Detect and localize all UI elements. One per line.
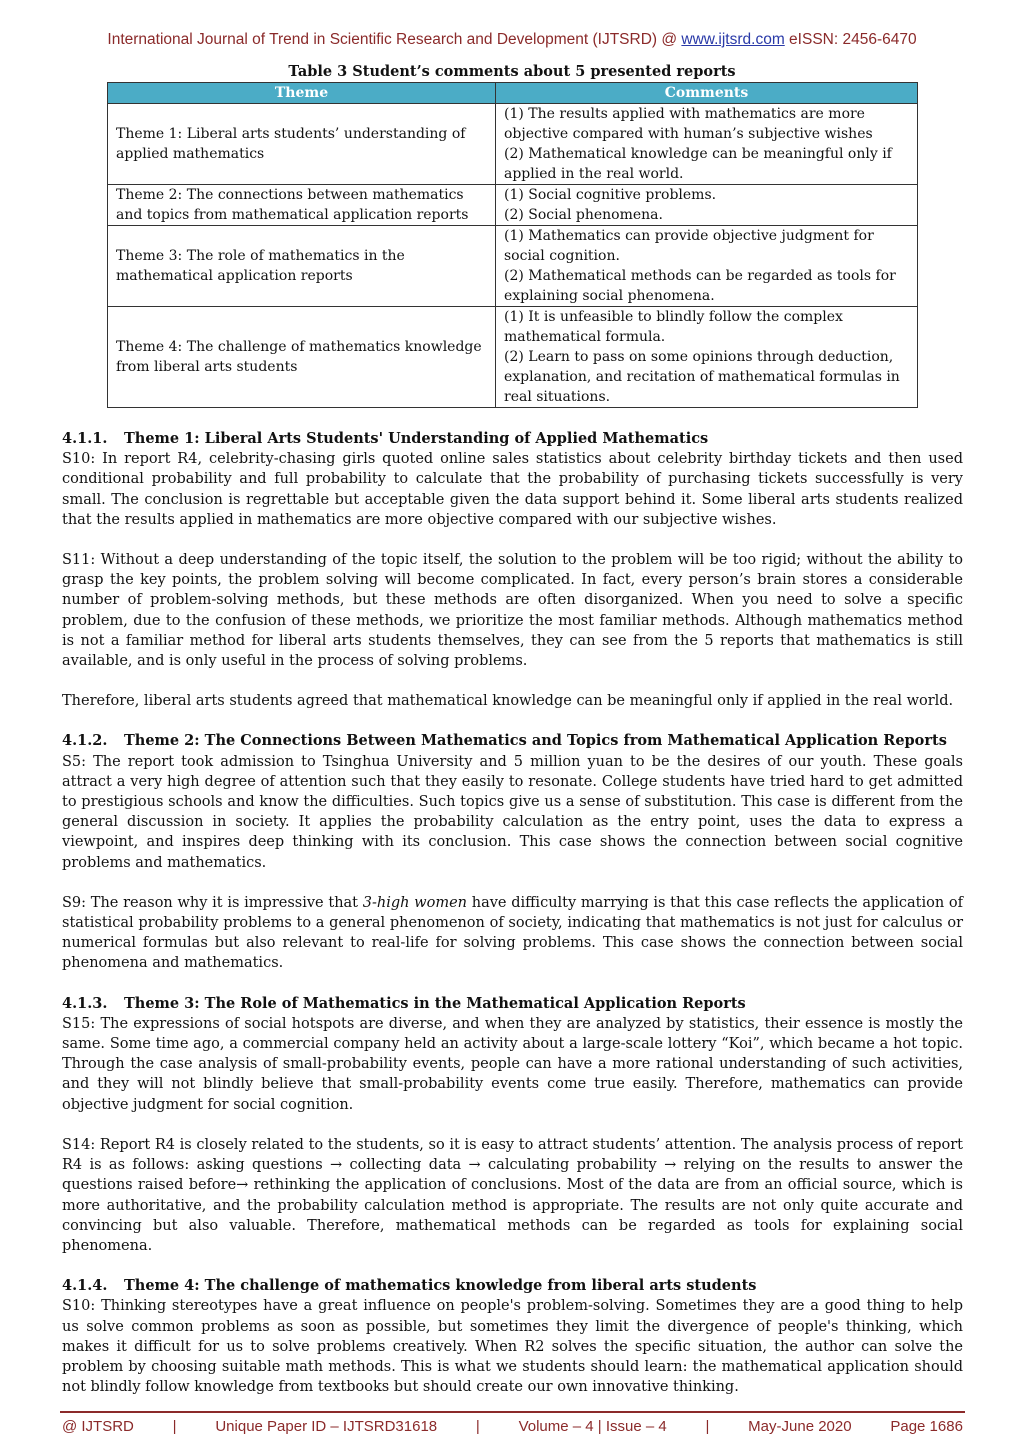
comments-cell (496, 185, 918, 226)
section-number: 4.1.4. (62, 1277, 108, 1295)
section-title: Theme 1: Liberal Arts Students' Understanding of Applied Mathematics (124, 430, 709, 447)
section-heading (62, 1276, 963, 1296)
theme-cell: Theme 3: The role of mathematics in the mathematical application reports (108, 226, 496, 307)
section-number: 4.1.1. (62, 430, 108, 447)
article-body (62, 429, 963, 1397)
comments-cell (496, 104, 918, 185)
header-suffix: eISSN: 2456-6470 (784, 31, 917, 48)
paragraph: S15: The expressions of social hotspots are diverse, and when they are analyzed by statistics, their essence is mostly the same. Some time ago, a commercial company held an activity about a large-scale lottery “Koi”, which became a hot topic. Through the case analysis of small-probability events, people can have a more rational understanding of such activities, and they will not blindly believe that small-probability events come true easily. Therefore, mathematics can provide objective judgment for social cognition. (62, 1015, 963, 1113)
footer-separator: | (172, 1418, 177, 1435)
footer-journal: @ IJTSRD (62, 1418, 134, 1435)
theme-cell: Theme 1: Liberal arts students’ understanding of applied mathematics (108, 104, 496, 185)
comment-item: (1) Mathematics can provide objective judgment for social cognition. (504, 228, 874, 264)
footer-separator: | (705, 1418, 710, 1435)
section-number: 4.1.3. (62, 994, 108, 1012)
section-title: Theme 4: The challenge of mathematics knowledge from liberal arts students (124, 1277, 757, 1295)
comment-item: (2) Mathematical methods can be regarded as tools for explaining social phenomena. (504, 268, 896, 304)
paragraph-text: have difficulty marrying is that this case reflects the application of statistical probability problems to a general phenomenon of society, indicating that mathematics is not just for calculus or numerical formulas but also relevant to real-life for solving problems. This case shows the connection between social phenomena and mathematics. (62, 894, 963, 972)
paragraph: S14: Report R4 is closely related to the students, so it is easy to attract students’ attention. The analysis process of report R4 is as follows: asking questions → collecting data → calculating probability → relying on the results to answer the questions raised before→ rethinking the application of conclusions. Most of the data are from an official source, which is more authoritative, and the probability calculation method is appropriate. The results are not only quite accurate and convincing but also valuable. Therefore, mathematical methods can be regarded as tools for explaining social phenomena. (62, 1136, 963, 1254)
theme-column-header: Theme (108, 83, 496, 104)
table-header-row (108, 83, 918, 104)
section-heading (62, 994, 963, 1014)
footer-page: Page 1686 (890, 1418, 963, 1435)
comment-item: (1) It is unfeasible to blindly follow the complex mathematical formula. (504, 309, 843, 345)
paragraph: S10: Thinking stereotypes have a great influence on people's problem-solving. Sometimes they are a good thing to help us solve common problems as soon as possible, but sometimes they limit the divergence of people's thinking, which makes it difficult for us to solve problems creatively. When R2 solves the specific situation, the author can solve the problem by choosing suitable math methods. This is what we students should learn: the mathematical application should not blindly follow knowledge from textbooks but should create our own innovative thinking. (62, 1298, 963, 1396)
comment-item: (1) Social cognitive problems. (504, 187, 717, 203)
comments-cell (496, 226, 918, 307)
comment-item: (2) Learn to pass on some opinions through deduction, explanation, and recitation of mathematical formulas in real situations. (504, 349, 900, 405)
journal-link[interactable]: www.ijtsrd.com (681, 31, 785, 48)
comment-item: (1) The results applied with mathematics are more objective compared with human’s subjective wishes (504, 106, 873, 142)
paragraph (62, 893, 963, 974)
theme-cell: Theme 4: The challenge of mathematics knowledge from liberal arts students (108, 307, 496, 408)
page-footer (62, 1418, 963, 1435)
section-number: 4.1.2. (62, 732, 108, 750)
section-title: Theme 2: The Connections Between Mathematics and Topics from Mathematical Application Reports (124, 732, 947, 750)
comments-column-header: Comments (496, 83, 918, 104)
paragraph: S11: Without a deep understanding of the topic itself, the solution to the problem will be too rigid; without the ability to grasp the key points, the problem solving will become complicated. In fact, every person’s brain stores a considerable number of problem-solving methods, but these methods are often disorganized. When you need to solve a specific problem, due to the confusion of these methods, we prioritize the most familiar methods. Although mathematics method is not a familiar method for liberal arts students themselves, they can see from the 5 reports that mathematics is still available, and is only useful in the process of solving problems. (62, 552, 963, 670)
footer-separator: | (475, 1418, 480, 1435)
table-row (108, 226, 918, 307)
italic-term: 3-high women (362, 894, 467, 911)
header-prefix: International Journal of Trend in Scientific Research and Development (IJTSRD) @ (107, 31, 682, 48)
table-row (108, 185, 918, 226)
footer-paper-id: Unique Paper ID – IJTSRD31618 (215, 1418, 438, 1435)
paragraph-text: S9: The reason why it is impressive that (62, 894, 363, 911)
paragraph: S5: The report took admission to Tsinghua University and 5 million yuan to be the desires of our youth. These goals attract a very high degree of attention such that they easily to resonate. College students have tried hard to get admitted to prestigious schools and know the difficulties. Such topics give us a sense of substitution. This case is different from the general discussion in society. It applies the probability calculation as the entry point, uses the data to express a viewpoint, and inspires deep thinking with its conclusion. This case shows the connection between social cognitive problems and mathematics. (62, 753, 963, 871)
comment-item: (2) Social phenomena. (504, 207, 663, 223)
footer-divider (60, 1411, 965, 1413)
table-row (108, 307, 918, 408)
comments-cell (496, 307, 918, 408)
table-row (108, 104, 918, 185)
paragraph: Therefore, liberal arts students agreed that mathematical knowledge can be meaningful only if applied in the real world. (62, 693, 954, 710)
section-heading (62, 429, 963, 449)
section-heading (62, 731, 963, 751)
comment-item: (2) Mathematical knowledge can be meaningful only if applied in the real world. (504, 146, 892, 182)
comments-table (107, 82, 918, 408)
footer-date: May-June 2020 (748, 1418, 852, 1435)
theme-cell: Theme 2: The connections between mathematics and topics from mathematical application reports (108, 185, 496, 226)
paragraph: S10: In report R4, celebrity-chasing girls quoted online sales statistics about celebrity birthday tickets and then used conditional probability and full probability to calculate that the probability of purchasing tickets successfully is very small. The conclusion is regrettable but acceptable given the data support behind it. Some liberal arts students realized that the results applied in mathematics are more objective compared with our subjective wishes. (62, 451, 963, 528)
journal-header (0, 31, 1024, 49)
table-title: Table 3 Student’s comments about 5 presented reports (288, 63, 736, 80)
footer-volume: Volume – 4 | Issue – 4 (518, 1418, 667, 1435)
section-title: Theme 3: The Role of Mathematics in the Mathematical Application Reports (124, 994, 746, 1012)
